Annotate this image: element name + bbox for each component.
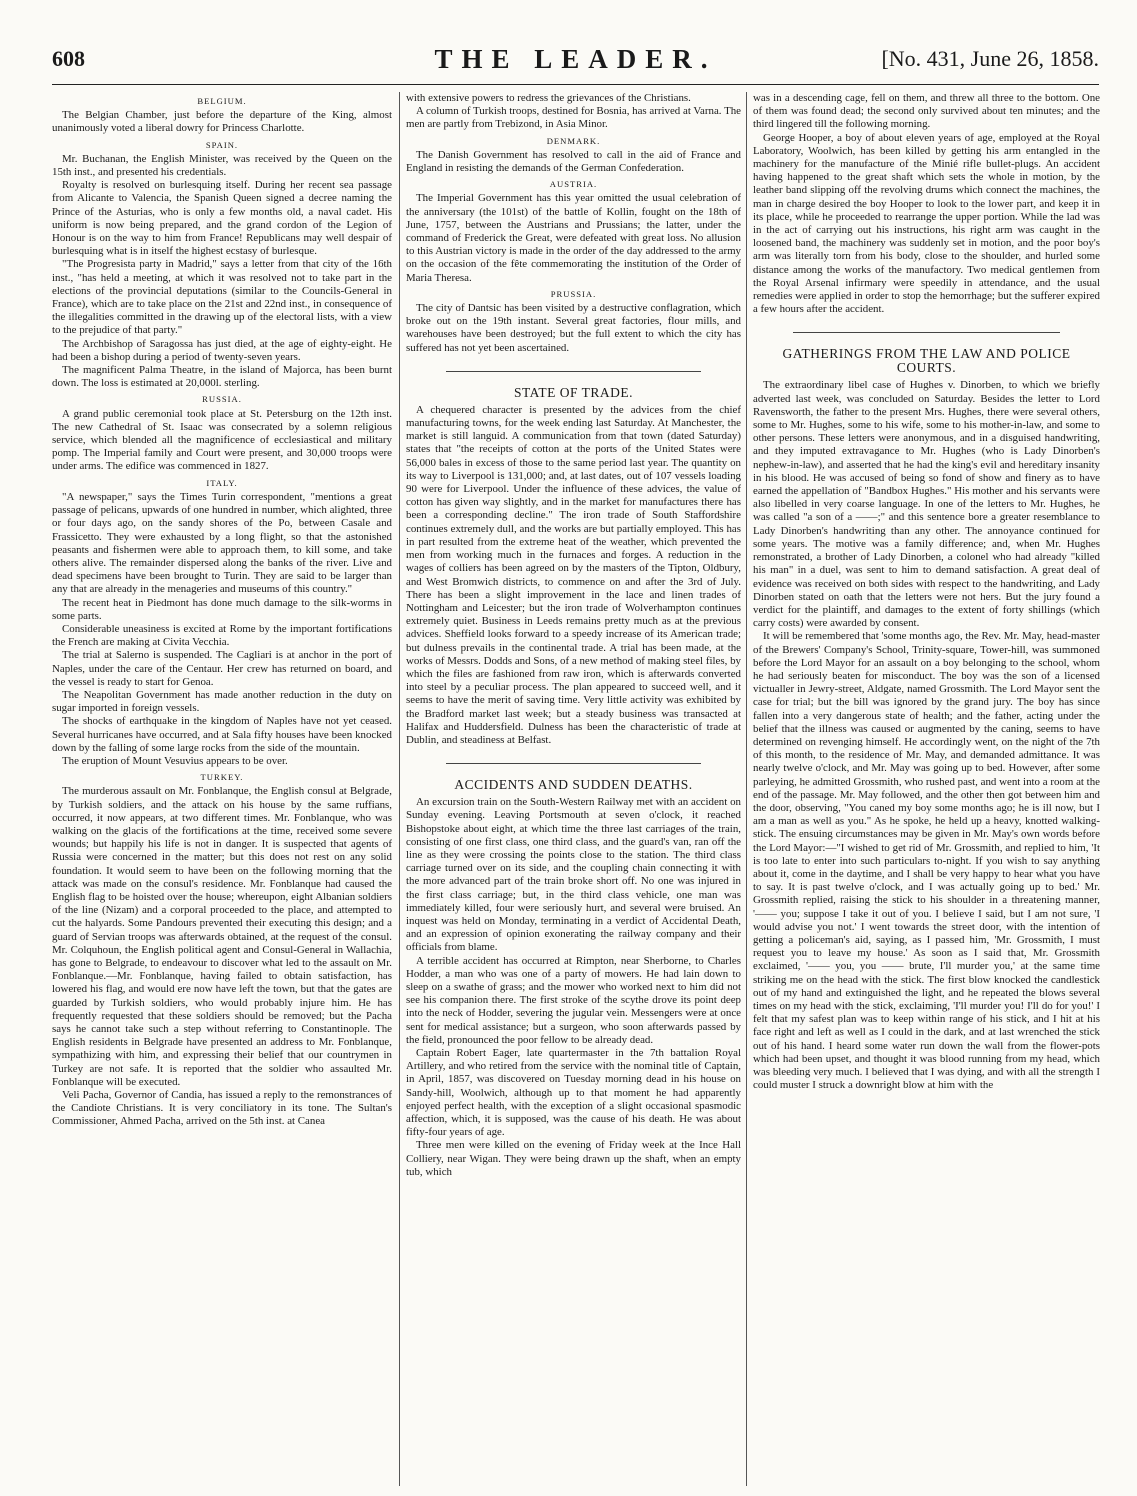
- paragraph: "The Progresista party in Madrid," says a letter from that city of the 16th inst., "has held a meeting, at which it was resolved not to take part in the elections of the provincial deputations (similar to the Councils-General in France), which are to take place on the 21st and 22nd inst., in consequence of the illegalities committed in the drawing up of the electoral lists, with a view to the prejudice of that party.": [52, 258, 392, 337]
- paragraph: The Belgian Chamber, just before the departure of the King, almost unanimously voted a liberal dowry for Princess Charlotte.: [52, 109, 392, 135]
- paragraph: "A newspaper," says the Times Turin correspondent, "mentions a great passage of pelicans, upwards of one hundred in number, which alighted, three or four days ago, on the sandy shores of the Po, between Casale and Frassicetto. They were exhausted by a long flight, so that the astonished peasants and fishermen were able to approach them, to kill some, and take others alive. The remainder dispersed along the banks of the river. Live and dead specimens have been brought to Turin. They are said to be larger than any that are already in the menageries and museums of this country.": [52, 490, 392, 596]
- column-2: [399, 92, 741, 1486]
- paragraph: The city of Dantsic has been visited by a destructive conflagration, which broke out on the 19th instant. Several great factories, flour mills, and warehouses have been destroyed; but the full extent to which the city has suffered has not yet been ascertained.: [406, 302, 741, 354]
- divider: [446, 371, 701, 372]
- section-head-denmark: DENMARK.: [546, 135, 601, 146]
- divider: [446, 763, 701, 764]
- section-head-prussia: PRUSSIA.: [550, 288, 597, 299]
- paragraph: Three men were killed on the evening of Friday week at the Ince Hall Colliery, near Wigan. They were being drawn up the shaft, when an empty tub, which: [406, 1139, 741, 1178]
- paragraph: The Danish Government has resolved to call in the aid of France and England in resisting the demands of the German Confederation.: [406, 148, 741, 175]
- section-head-turkey: TURKEY.: [200, 772, 244, 783]
- paragraph: Veli Pacha, Governor of Candia, has issued a reply to the remonstrances of the Candiote Christians. It is very conciliatory in its tone. The Sultan's Commissioner, Ahmed Pacha, arrived on the 5th inst. at Canea: [52, 1089, 392, 1128]
- paragraph: An excursion train on the South-Western Railway met with an accident on Sunday evening. Leaving Portsmouth at seven o'clock, it reached Bishopstoke about eight, at which time the three last carriages of the train, consisting of one first class, one third class, and the guard's van, ran off the line as they were crossing the points close to the station. The third class carriage turned over on its side, and the coupling chain connecting it with the more advanced part of the train broke short off. No one was injured in the first class carriage; but, in the third class vehicle, one man was immediately killed, four were seriously hurt, and several were bruised. An inquest was held on Monday, terminating in a verdict of Accidental Death, and an expression of opinion exonerating the railway company and their officials from blame.: [406, 796, 741, 954]
- paragraph: The Neapolitan Government has made another reduction in the duty on sugar imported in foreign vessels.: [52, 688, 392, 715]
- paragraph: A chequered character is presented by the advices from the chief manufacturing towns, for the week ending last Saturday. At Manchester, the market is still languid. A communication from that town (dated Saturday) states that "the receipts of cotton at the ports of the United States were 56,000 bales in excess of those to the same period last year. The quantity on its way to Liverpool is 131,000; and, at last dates, out of 107 vessels loading 90 were for Liverpool. Under the influence of these advices, the value of cotton has given way slightly, and in the market for manufactures there has been a corresponding decline." The iron trade of South Staffordshire continues extremely dull, and the works are but partially employed. This has in part resulted from the extreme heat of the weather, which prevented the men from working much in the furnaces and forges. A reduction in the wages of colliers has been agreed on by the masters of the Tipton, Oldbury, and West Bromwich districts, to commence on and after the 3rd of July. There has been a slight improvement in the lace and linen trades of Nottingham and Leicester; but the iron trade of Wolverhampton continues extremely quiet. Business in Leeds remains pretty much as at the previous advices. Sheffield looks forward to a speedy increase of its American trade; but dulness prevails in the continental trade. A trial has been made, at the works of Messrs. Dodds and Sons, of a new method of making steel files, by which the files are fashioned from raw iron, which is afterwards converted into steel by a peculiar process. The plan appeared to succeed well, and it seems to have the merit of saving time. Very little activity was exhibited by the Bradford market last week; but a steady business was transacted at Halifax and Huddersfield. Dulness has been the characteristic of trade at Dublin, and steadiness at Belfast.: [406, 403, 741, 746]
- paragraph: The shocks of earthquake in the kingdom of Naples have not yet ceased. Several hurricanes have occurred, and at Sala fifty houses have been knocked down by the falling of some large rocks from the side of the mountain.: [52, 715, 392, 754]
- column-3: [746, 92, 1100, 1486]
- paragraph: The magnificent Palma Theatre, in the island of Majorca, has been burnt down. The loss is estimated at 20,000l. sterling.: [52, 364, 392, 390]
- paragraph: Captain Robert Eager, late quartermaster in the 7th battalion Royal Artillery, and who retired from the service with the nominal title of Captain, in April, 1857, was discovered on Tuesday morning dead in his house on Sandy-hill, Woolwich, although up to that moment he had apparently enjoyed perfect health, with the exception of a slight occasional spasmodic affection, which, it is supposed, was the cause of his death. He was about fifty-four years of age.: [406, 1047, 741, 1139]
- paragraph: A column of Turkish troops, destined for Bosnia, has arrived at Varna. The men are partly from Trebizond, in Asia Minor.: [406, 105, 741, 131]
- paragraph: with extensive powers to redress the grievances of the Christians.: [406, 92, 691, 104]
- masthead: [52, 44, 1099, 85]
- heading-law-and-police: GATHERINGS FROM THE LAW AND POLICE COURTS.: [782, 346, 1071, 376]
- section-head-italy: ITALY.: [206, 477, 238, 488]
- paragraph: The murderous assault on Mr. Fonblanque, the English consul at Belgrade, by Turkish soldiers, and the attack on his house by the same ruffians, occurred, it now appears, at two different times. Mr. Fonblanque, who was walking on the glacis of the fortifications at the time, received some severe wounds; but happily his life is not in danger. It is suspected that agents of Russia were concerned in the matter; but this does not rest on any solid foundation. It would seem to have been on the following morning that the attack was made on the consul's residence. Mr. Fonblanque had caused the English flag to be hoisted over the house; whereupon, eight Albanian soldiers of the line (Nizam) and a corporal proceeded to the place, and attempted to cut the halyards. Some Pandours prevented their executing this design; and a guard of Servian troops was afterwards obtained, at the request of the consul. Mr. Colquhoun, the English political agent and Consul-General in Wallachia, has gone to Belgrade, to endeavour to discover what led to the assault on Mr. Fonblanque.—Mr. Fonblanque, having failed to obtain satisfaction, has lowered his flag, and would ere now have left the town, but that the gates are guarded by Turkish soldiers, who would probably injure him. He has frequently requested that these soldiers should be removed; but the Pacha says he cannot take such a step without referring to Constantinople. The English residents in Belgrade have presented an address to Mr. Fonblanque, sympathizing with him, and expressing their belief that our countrymen in Turkey are not safe. It is reported that the soldier who assaulted Mr. Fonblanque will be executed.: [52, 785, 392, 1088]
- divider: [793, 332, 1060, 333]
- paragraph: Royalty is resolved on burlesquing itself. During her recent sea passage from Alicante to Valencia, the Spanish Queen signed a decree naming the Prince of the Asturias, who is only a few months old, a naval cadet. His uniform is now being prepared, and the grand cordon of the Legion of Honour is on the way to him from France! Republicans may well despair of burlesquing what is in itself the highest ecstasy of burlesque.: [52, 179, 392, 258]
- page-number: 608: [52, 46, 85, 71]
- paragraph: The extraordinary libel case of Hughes v. Dinorben, to which we briefly adverted last week, was concluded on Saturday. Besides the letter to Lord Ravensworth, the father to the present Mrs. Hughes, there were several others, some to Mr. Hughes, some to his wife, some to his mother-in-law, and some to other persons. These letters were anonymous, and in a disguised handwriting, and they imputed extravagance to Mr. Hughes (who is Lady Dinorben's nephew-in-law), and asserted that he had the king's evil and hereditary insanity in his blood. He was accused of being so fond of show and finery as to have earned the appellation of "Bandbox Hughes." His mother and his servants were also libelled in very coarse language. In one of the letters to Mr. Hughes, he was called "a son of a ——;" and this sentence bore a greater resemblance to Lady Dinorben's handwriting than any other. The annoyance continued for some years. The motive was a family difference; and, when Mr. Hughes remonstrated, a brother of Lady Dinorben, a colonel who had already "killed his man" in a duel, was sent to him to demand satisfaction. A great deal of evidence was received on both sides with respect to the handwriting, and Lady Dinorben stated on oath that the letters were not hers. But the jury found a verdict for the plaintiff, and damages to the extent of forty shillings (which carry costs) were awarded by consent.: [753, 379, 1100, 630]
- issue-line: [No. 431, June 26, 1858.: [881, 46, 1099, 71]
- paragraph: A terrible accident has occurred at Rimpton, near Sherborne, to Charles Hodder, a man who was one of a party of mowers. He had lain down to sleep on a swathe of grass; and the mower who worked next to him did not see his companion there. The first stroke of the scythe drove its point deep into the neck of Hodder, severing the jugular vein. Messengers were at once sent for medical assistance; but a surgeon, who soon afterwards passed by the field, pronounced the poor fellow to be already dead.: [406, 954, 741, 1046]
- paragraph: It will be remembered that 'some months ago, the Rev. Mr. May, head-master of the Brewers' Company's School, Trinity-square, Tower-hill, was summoned before the Lord Mayor for an assault on a boy belonging to the school, whom he had seriously beaten for misconduct. The boy was the son of a licensed victualler in Jewry-street, Aldgate, named Grossmith. The Lord Mayor sent the case for trial; but the bill was ignored by the grand jury. The boy has since fallen into a very dangerous state of health; and the father, acting under the belief that the illness was caused or augmented by the caning, seems to have determined on revenging himself. He accordingly went, on the night of the 7th of this month, to the residence of Mr. May, and demanded admittance. It was nearly twelve o'clock, and Mr. May was going up to bed. However, after some parleying, he admitted Grossmith, who rushed past, and went into a room at the end of the passage. Mr. May followed, and the other then got between him and the door, observing, "You caned my boy some months ago; he is ill now, but I am a man as well as you." As he spoke, he held up a heavy, knotted walking-stick. The ensuing circumstances may be given in Mr. May's own words before the Lord Mayor:—"I wished to get rid of Mr. Grossmith, and replied to him, 'It is too late to enter into such particulars to-night. If you wish to say anything about it, come in the daytime, and I shall be very happy to hear what you have to say. It is past twelve o'clock, and I was actually going up to bed.' Mr. Grossmith replied, raising the stick to his shoulder in a threatening manner, '—— you; suppose I take it out of you. I believe I said, but I am not sure, 'I would advise you not.' I went towards the street door, with the intention of getting a policeman's aid, saying, as I passed him, 'Mr. Grossmith, I must request you to leave my house.' As soon as I said that, Mr. Grossmith exclaimed, '—— you, you —— brute, I'll murder you,' at the same time striking me on the head with the stick. The first blow knocked the candlestick out of my hand and extinguished the light, and he repeated the blows several times on my head with the stick, exclaiming, 'I'll murder you! I'll do for you!' I felt that my safest plan was to keep within range of his stick, and I hit at his face right and left as well as I could in the dark, and at last wrenched the stick out of his hand. I heard some water run down the wall from the flower-pots which had been upset, and thought it was blood running from my head, which was bleeding very much. I believed that I was dying, and with all the strength I could muster I struck a downright blow at him with the: [753, 630, 1100, 1092]
- paragraph: The eruption of Mount Vesuvius appears to be over.: [62, 754, 288, 767]
- column-1: [52, 92, 392, 1486]
- paragraph: The trial at Salerno is suspended. The Cagliari is at anchor in the port of Naples, under the care of the Centaur. Her crew has returned on board, and the vessel is ready to start for Genoa.: [52, 649, 392, 688]
- section-head-belgium: BELGIUM.: [197, 96, 247, 106]
- paragraph: George Hooper, a boy of about eleven years of age, employed at the Royal Laboratory, Woolwich, has been killed by getting his arm entangled in the machinery for the manufacture of the Minié rifle bullet-plugs. An accident having happened to the great shaft which sets the whole in motion, by the leather band slipping off the revolving drums which connect the machines, the man in charge desired the boy Hooper to look to the lower part, and keep it in its place, while he proceeded to rearrange the upper portion. While the lad was in the act of carrying out his instructions, his right arm was caught in the loosened band, the machinery was suddenly set in motion, and the poor boy's arm was literally torn from his body, close to the shoulder, and hurled some distance among the works of the manufactory. Two medical gentlemen from the Royal Arsenal infirmary were speedily in attendance, and the usual remedies were applied in order to stop the hemorrhage; but the sufferer expired a few hours after the accident.: [753, 131, 1100, 316]
- heading-state-of-trade: STATE OF TRADE.: [513, 384, 634, 400]
- paragraph: Mr. Buchanan, the English Minister, was received by the Queen on the 15th inst., and presented his credentials.: [52, 152, 392, 179]
- paragraph: The Archbishop of Saragossa has just died, at the age of eighty-eight. He had been a bishop during a period of twenty-seven years.: [52, 337, 392, 363]
- section-head-spain: SPAIN.: [205, 139, 239, 150]
- paragraph: The Imperial Government has this year omitted the usual celebration of the anniversary (the 101st) of the battle of Kollin, fought on the 18th of June, 1757, between the Austrians and Prussians; the latter, under the command of Frederick the Great, were defeated with great loss. No allusion to this Austrian victory is made in the order of the day addressed to the army on the occasion of the fête commemorating the institution of the Order of Maria Theresa.: [406, 192, 741, 284]
- paragraph: Considerable uneasiness is excited at Rome by the important fortifications the French are making at Civita Vecchia.: [52, 622, 392, 649]
- paragraph: was in a descending cage, fell on them, and threw all three to the bottom. One of them was found dead; the second only survived about ten minutes; and the third lingered till the following morning.: [753, 92, 1100, 131]
- columns: [52, 92, 1099, 1486]
- paper-title: THE LEADER.: [434, 44, 717, 74]
- paragraph: The recent heat in Piedmont has done much damage to the silk-worms in some parts.: [52, 596, 392, 622]
- heading-accidents: ACCIDENTS AND SUDDEN DEATHS.: [454, 777, 693, 793]
- section-head-austria: AUSTRIA.: [549, 179, 598, 190]
- paragraph: A grand public ceremonial took place at St. Petersburg on the 12th inst. The new Cathedral of St. Isaac was consecrated by a solemn religious service, which blended all the magnificence of ecclesiastical and military pomp. The Imperial family and Court were present, and 30,000 troops were under arms. The edifice was commenced in 1827.: [52, 407, 392, 473]
- section-head-russia: RUSSIA.: [202, 394, 242, 405]
